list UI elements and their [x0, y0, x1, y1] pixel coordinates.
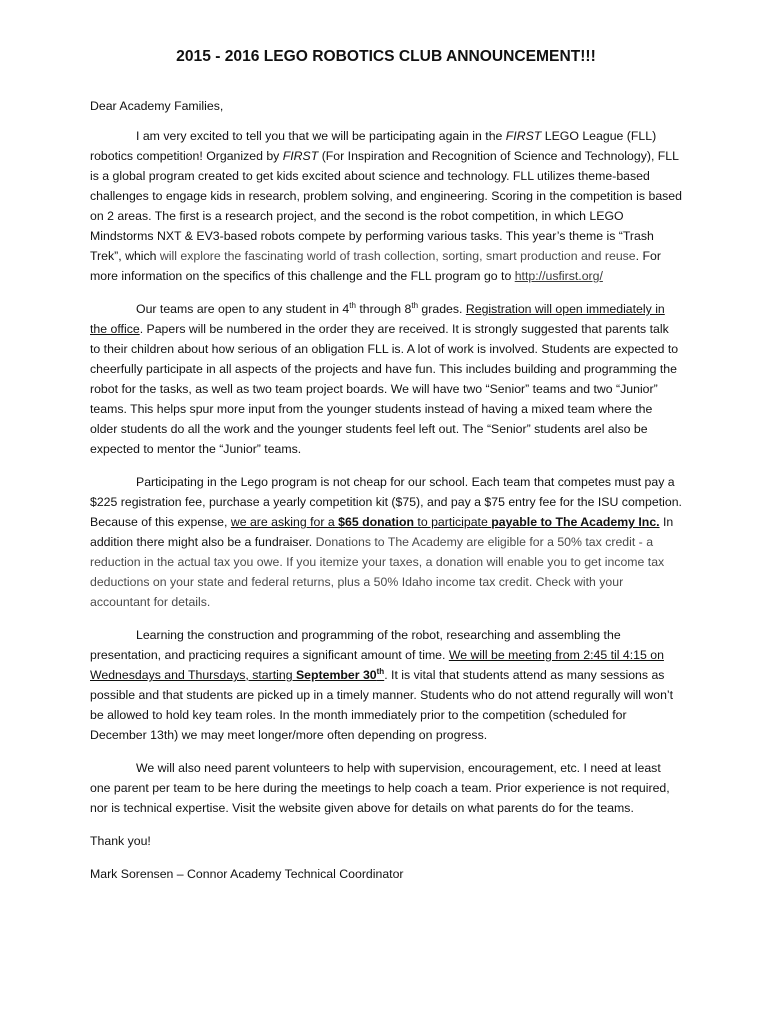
p1-text-a: I am very excited to tell you that we will be participating again in the [136, 129, 506, 143]
p3-underline-2: to participate [413, 515, 492, 529]
usfirst-link[interactable]: http://usfirst.org/ [514, 269, 603, 283]
paragraph-fees [90, 472, 682, 612]
p2-sup-2: th [411, 300, 419, 310]
p4-text-b: . It is vital that students attend as many sessions as possible and that students are picked up in a timely manner. Students who do not attend regurally will won’t be allowed to hold key team roles. In the month immediately prior to the competition (scheduled for December 13th) we may meet longer/more often depending on progress. [90, 668, 674, 742]
p2-text-c: grades. [418, 302, 466, 316]
page-title: 2015 - 2016 LEGO ROBOTICS CLUB ANNOUNCEMENT!!! [176, 48, 596, 65]
p1-text-b: LEGO League (FLL) robotics competition! Organized by [90, 129, 657, 163]
salutation: Dear Academy Families, [90, 99, 224, 113]
p1-text-c: (For Inspiration and Recognition of Science and Technology), FLL is a global program created to get kids excited about science and technology. FLL utilizes theme-based challenges to engage kids in research, problem solving, and engineering. Scoring in the competition is based on 2 areas. The first is a research project, and the second is the robot competition, in which LEGO Mindstorms NXT & EV3-based robots compete by performing various tasks. This year’s theme is “Trash Trek”, which [90, 149, 682, 263]
p1-theme-description: will explore the fascinating world of trash collection, sorting, smart production and reuse [159, 249, 636, 263]
paragraph-fll-intro [90, 126, 682, 286]
signature: Mark Sorensen – Connor Academy Technical Coordinator [90, 867, 404, 881]
p2-registration-note: Registration will open immediately in the office [90, 302, 665, 336]
p2-sup-1: th [349, 300, 356, 310]
p1-text-d: . For more information on the specifics of this challenge and the FLL program go to [90, 249, 661, 283]
p3-tax-credit-note: Donations to The Academy are eligible for a 50% tax credit - a reduction in the actual tax you owe. If you itemize your taxes, a donation will enable you to get income tax deductions on your state and federal returns, plus a 50% Idaho income tax credit. Check with your accountant for details. [90, 535, 665, 609]
p3-text-b: In addition there might also be a fundraiser. [90, 515, 674, 549]
p2-text-d: . Papers will be numbered in the order they are received. It is strongly suggested that parents talk to their children about how serious of an obligation FLL is. A lot of work is involved. Students are expected to cheerfully participate in all aspects of the projects and have fun. This includes building and programming the robot for the tasks, as well as two team project boards. We will have two “Senior” teams and two “Junior” teams. This helps spur more input from the younger students instead of having a mixed team where the older students do all the work and the younger students feel left out. The “Senior” students arel also be expected to mentor the “Junior” teams. [90, 322, 679, 456]
p3-payable-to: payable to The Academy Inc. [491, 515, 660, 529]
p3-text-a: Participating in the Lego program is not cheap for our school. Each team that competes must pay a $225 registration fee, purchase a yearly competition kit ($75), and pay a $75 entry fee for the ISU competion. Because of this expense, [90, 475, 682, 529]
paragraph-schedule [90, 625, 682, 745]
paragraph-volunteers: We will also need parent volunteers to help with supervision, encouragement, etc. I need at least one parent per team to be here during the meetings to help coach a team. Prior experience is not required, nor is technical expertise. Visit the website given above for details on what parents do for the teams. [90, 761, 670, 815]
p1-first-2: FIRST [282, 149, 319, 163]
p4-sup-1: th [376, 666, 385, 676]
p2-text-b: through 8 [355, 302, 412, 316]
paragraph-teams [90, 299, 682, 459]
p4-meeting-times: We will be meeting from 2:45 til 4:15 on Wednesdays and Thursdays, starting [90, 648, 664, 682]
p4-text-a: Learning the construction and programming of the robot, researching and assembling the presentation, and practicing requires a significant amount of time. [90, 628, 621, 662]
p4-start-date: September 30 [295, 668, 377, 682]
p1-first-1: FIRST [505, 129, 542, 143]
p3-donation-amount: $65 donation [338, 515, 414, 529]
p2-text-a: Our teams are open to any student in 4 [136, 302, 350, 316]
p3-underline-1: we are asking for a [230, 515, 339, 529]
closing-thanks: Thank you! [90, 834, 151, 848]
